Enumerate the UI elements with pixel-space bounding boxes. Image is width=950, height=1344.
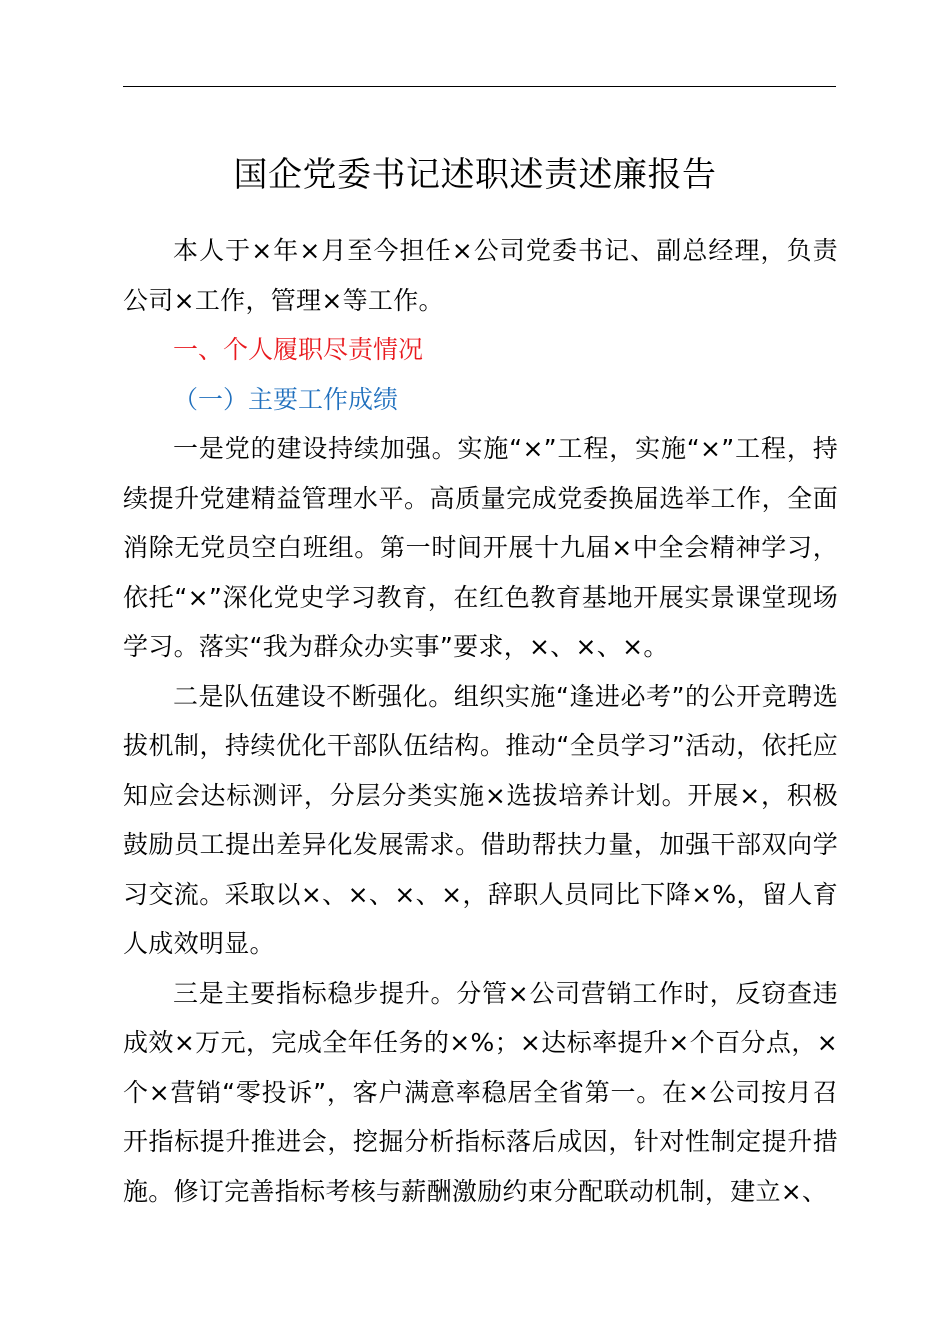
body-paragraph-team-building: 二是队伍建设不断强化。组织实施“逢进必考”的公开竞聘选拔机制，持续优化干部队伍结构。推动“全员学习”活动，依托应知应会达标测评，分层分类实施×选拔培养计划。开展×，积极鼓励员工提出差异化发展需求。借助帮扶力量，加强干部双向学习交流。采取以×、×、×、×，辞职人员同比下降×%，留人育人成效明显。 [123, 681, 838, 958]
body-paragraph-key-indicators: 三是主要指标稳步提升。分管×公司营销工作时，反窃查违成效×万元，完成全年任务的×%；×达标率提升×个百分点，×个×营销“零投诉”，客户满意率稳居全省第一。在×公司按月召开指标提升推进会，挖掘分析指标落后成因，针对性制定提升措施。修订完善指标考核与薪酬激励约束分配联动机制，建立×、 [123, 978, 838, 1206]
intro-paragraph: 本人于×年×月至今担任×公司党委书记、副总经理，负责公司×工作，管理×等工作。 [123, 236, 838, 315]
body-paragraph-party-building: 一是党的建设持续加强。实施“×”工程，实施“×”工程，持续提升党建精益管理水平。高质量完成党委换届选举工作，全面消除无党员空白班组。第一时间开展十九届×中全会精神学习，依托“×”深化党史学习教育，在红色教育基地开展实景课堂现场学习。落实“我为群众办实事”要求，×、×、×。 [123, 434, 838, 661]
document-body [123, 226, 838, 1216]
document-title: 国企党委书记述职述责述廉报告 [233, 155, 717, 195]
section-heading: 一、个人履职尽责情况 [173, 335, 424, 364]
subsection-heading: （一）主要工作成绩 [173, 384, 399, 414]
header-rule [123, 86, 836, 87]
